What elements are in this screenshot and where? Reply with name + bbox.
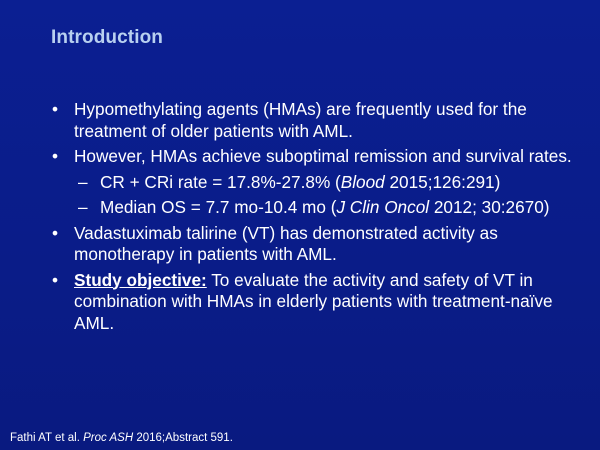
sub-bullet-marker: – xyxy=(78,171,88,192)
bullet-item xyxy=(52,146,582,168)
bullet-text: Hypomethylating agents (HMAs) are frequently used for the treatment of older patients with AML. xyxy=(74,99,527,141)
sub-text-pre: Median OS = 7.7 mo-10.4 mo ( xyxy=(100,197,337,217)
bullet-marker: • xyxy=(52,222,59,243)
sub-bullet-item xyxy=(52,172,582,194)
slide-title: Introduction xyxy=(51,27,164,48)
bullet-item xyxy=(52,223,582,266)
bullet-text: However, HMAs achieve suboptimal remission and survival rates. xyxy=(74,146,572,166)
sub-text-post: 2012; 30:2670) xyxy=(429,197,550,217)
journal-name: J Clin Oncol xyxy=(336,197,430,217)
sub-bullet-marker: – xyxy=(78,197,88,217)
study-objective-label: Study objective: xyxy=(74,269,207,290)
bullet-text: Vadastuximab talirine (VT) has demonstrated activity as monotherapy in patients with AML. xyxy=(74,222,498,264)
journal-name: Blood xyxy=(340,171,385,192)
sub-bullet-text xyxy=(100,172,500,192)
bullet-marker: • xyxy=(52,99,59,119)
sub-bullet-text xyxy=(100,197,550,217)
footnote-citation xyxy=(10,432,233,444)
footnote-pre: Fathi AT et al. xyxy=(10,432,84,444)
sub-bullet-item xyxy=(52,197,582,219)
sub-text-post: 2015;126:291) xyxy=(384,171,501,192)
study-objective-text: To evaluate the activity and safety of VT in combination with HMAs in elderly patients with treatment-naïve AML. xyxy=(74,269,553,333)
footnote-post: 2016;Abstract 591. xyxy=(133,432,233,444)
bullet-text xyxy=(74,270,553,333)
bullet-list xyxy=(52,99,582,338)
bullet-item xyxy=(52,99,582,142)
bullet-marker: • xyxy=(52,269,59,290)
footnote-journal: Proc ASH xyxy=(83,432,134,444)
sub-text-pre: CR + CRi rate = 17.8%-27.8% ( xyxy=(100,171,341,192)
bullet-item xyxy=(52,270,582,335)
bullet-marker: • xyxy=(52,146,59,166)
